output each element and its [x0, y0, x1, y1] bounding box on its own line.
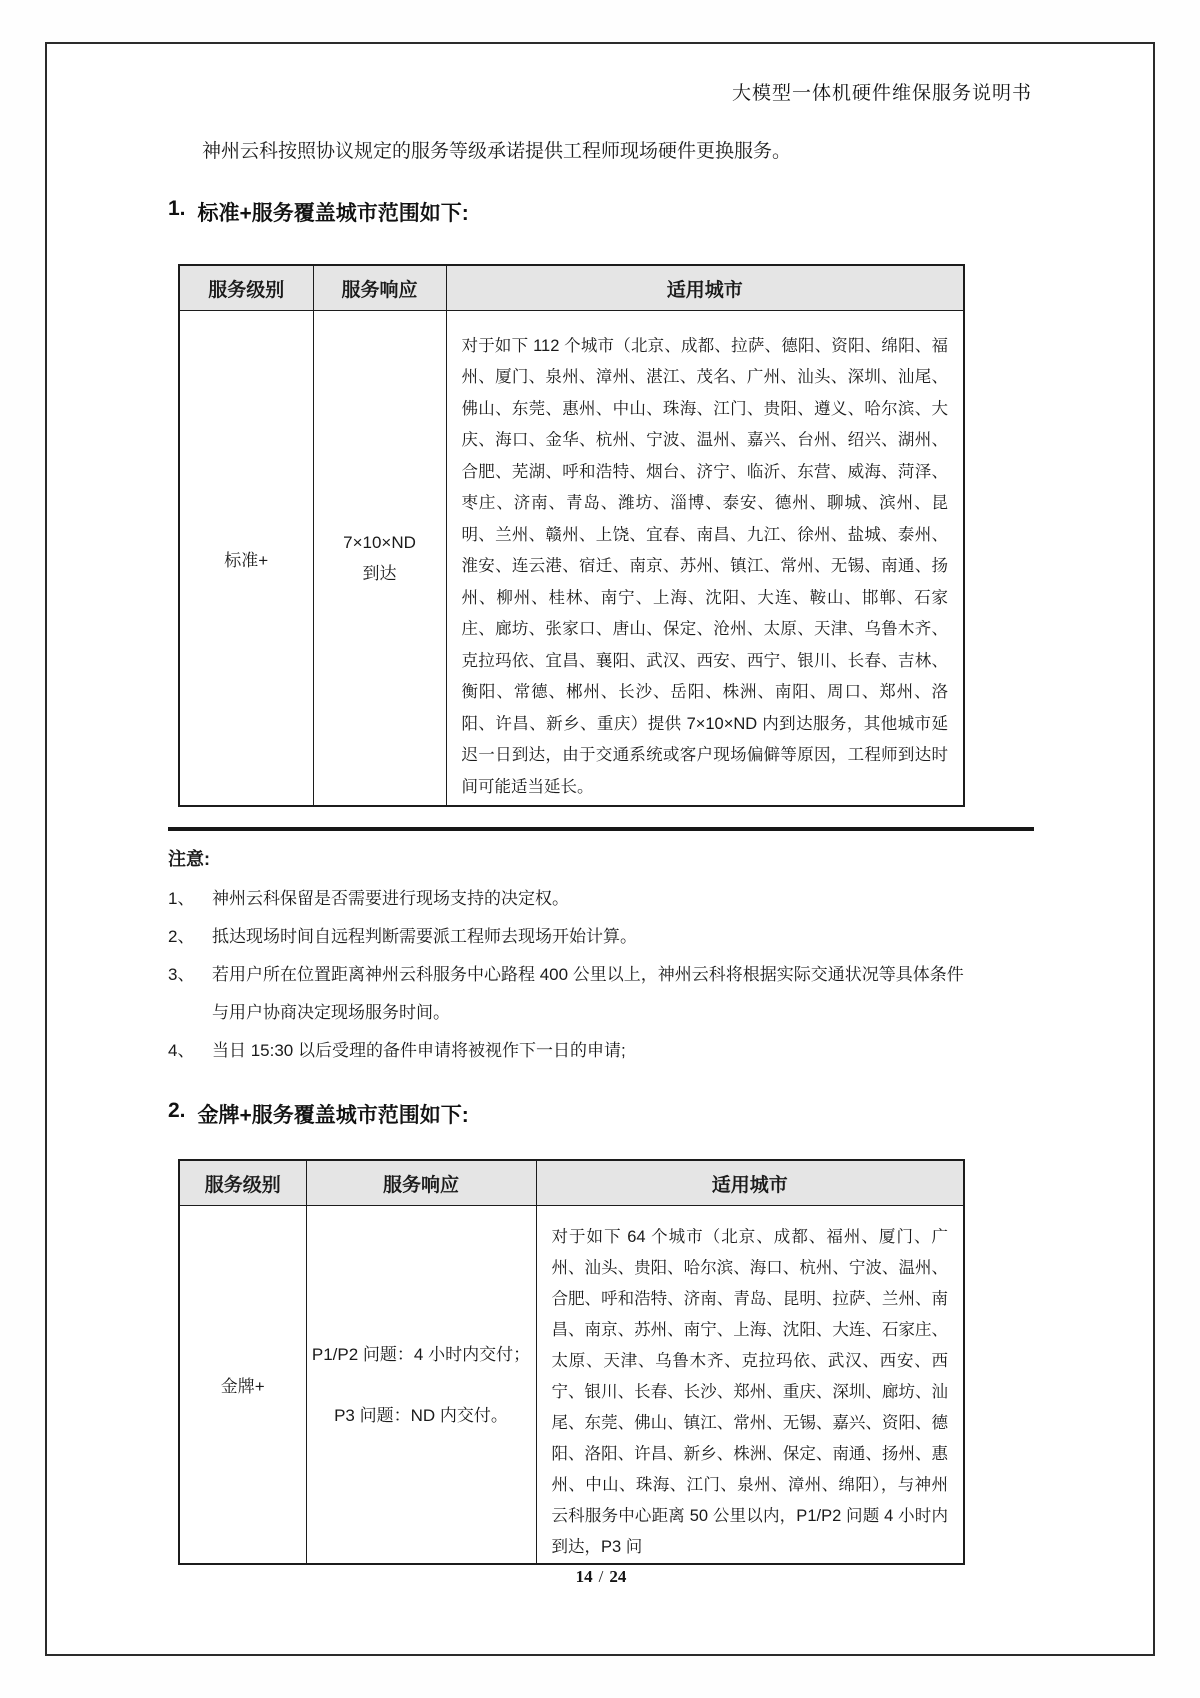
notes-title: 注意: — [168, 849, 210, 869]
list-item — [168, 1032, 968, 1070]
column-header-service-response: 服务响应 — [306, 1160, 536, 1206]
notes-list — [168, 880, 968, 1070]
response-line-1: 7×10×ND — [343, 533, 416, 552]
response-spacer — [307, 1370, 536, 1400]
page-header-title: 大模型一体机硬件维保服务说明书 — [731, 83, 1032, 104]
note-text: 当日 15:30 以后受理的备件申请将被视作下一日的申请; — [212, 1041, 626, 1060]
note-text: 抵达现场时间自远程判断需要派工程师去现场开始计算。 — [212, 927, 637, 946]
response-p1p2: P1/P2 问题：4 小时内交付； — [311, 1344, 531, 1364]
column-header-service-response: 服务响应 — [313, 265, 446, 311]
table-header-row — [179, 265, 964, 311]
applicable-cities-cell — [536, 1206, 964, 1565]
column-header-service-level: 服务级别 — [179, 265, 313, 311]
cities-paragraph: 对于如下 64 个城市（北京、成都、福州、厦门、广州、汕头、贵阳、哈尔滨、海口、杭州、宁波、温州、合肥、呼和浩特、济南、青岛、昆明、拉萨、兰州、南昌、南京、苏州、南宁、上海、沈阳、大连、石家庄、太原、天津、乌鲁木齐、克拉玛依、武汉、西安、西宁、银川、长春、长沙、郑州、重庆、深圳、廊坊、汕尾、东莞、佛山、镇江、常州、无锡、嘉兴、资阳、德阳、洛阳、许昌、新乡、株洲、保定、南通、扬州、惠州、中山、珠海、江门、泉州、漳州、绵阳），与神州云科服务中心距离 50 公里以内，P1/P2 问题 4 小时内到达，P3 问 — [551, 1228, 948, 1556]
section-1-title: 标准+服务覆盖城市范围如下: — [197, 202, 469, 225]
total-pages: 24 — [609, 1567, 627, 1586]
column-header-applicable-cities: 适用城市 — [536, 1160, 964, 1206]
applicable-cities-cell — [446, 311, 964, 807]
cities-paragraph: 对于如下 112 个城市（北京、成都、拉萨、德阳、资阳、绵阳、福州、厦门、泉州、漳州、湛江、茂名、广州、汕头、深圳、汕尾、佛山、东莞、惠州、中山、珠海、江门、贵阳、遵义、哈尔滨、大庆、海口、金华、杭州、宁波、温州、嘉兴、台州、绍兴、湖州、合肥、芜湖、呼和浩特、烟台、济宁、临沂、东营、威海、菏泽、枣庄、济南、青岛、潍坊、淄博、泰安、德州、聊城、滨州、昆明、兰州、赣州、上饶、宜春、南昌、九江、徐州、盐城、泰州、淮安、连云港、宿迁、南京、苏州、镇江、常州、无锡、南通、扬州、柳州、桂林、南宁、上海、沈阳、大连、鞍山、邯郸、石家庄、廊坊、张家口、唐山、保定、沧州、太原、天津、乌鲁木齐、克拉玛依、宜昌、襄阳、武汉、西安、西宁、银川、长春、吉林、衡阳、常德、郴州、长沙、岳阳、株洲、南阳、周口、郑州、洛阳、许昌、新乡、重庆）提供 7×10×ND 内到达服务，其他城市延迟一日到达，由于交通系统或客户现场偏僻等原因，工程师到达时间可能适当延长。 — [461, 336, 948, 796]
section-2-title: 金牌+服务覆盖城市范围如下: — [197, 1104, 469, 1127]
list-item — [168, 880, 968, 918]
column-header-applicable-cities: 适用城市 — [446, 265, 964, 311]
note-text: 若用户所在位置距离神州云科服务中心路程 400 公里以上，神州云科将根据实际交通状况等具体条件与用户协商决定现场服务时间。 — [212, 965, 964, 1022]
section-1-number: 1. — [168, 197, 186, 220]
service-response-cell — [306, 1206, 536, 1565]
note-number: 3、 — [168, 965, 195, 984]
table-header-row — [179, 1160, 964, 1206]
note-number: 4、 — [168, 1041, 195, 1060]
service-response-cell — [313, 311, 446, 807]
page-footer — [168, 1567, 1034, 1587]
section-2-number: 2. — [168, 1099, 186, 1122]
note-number: 1、 — [168, 889, 195, 908]
list-item — [168, 918, 968, 956]
service-level-cell: 标准+ — [179, 311, 313, 807]
service-level-cell: 金牌+ — [179, 1206, 306, 1565]
section-divider-rule — [168, 827, 1034, 831]
gold-service-table — [178, 1159, 965, 1565]
response-p3: P3 问题：ND 内交付。 — [334, 1405, 508, 1425]
note-number: 2、 — [168, 927, 195, 946]
intro-paragraph: 神州云科按照协议规定的服务等级承诺提供工程师现场硬件更换服务。 — [202, 141, 792, 162]
table-row — [179, 1206, 964, 1565]
column-header-service-level: 服务级别 — [179, 1160, 306, 1206]
list-item — [168, 956, 968, 1032]
response-line-2: 到达 — [362, 564, 397, 583]
section-2-heading — [168, 1099, 469, 1129]
note-text: 神州云科保留是否需要进行现场支持的决定权。 — [212, 889, 569, 908]
standard-service-table — [178, 264, 965, 807]
section-1-heading — [168, 197, 469, 227]
page-number: 14 — [575, 1567, 593, 1586]
table-row — [179, 311, 964, 807]
page-number-separator: / — [598, 1567, 604, 1586]
